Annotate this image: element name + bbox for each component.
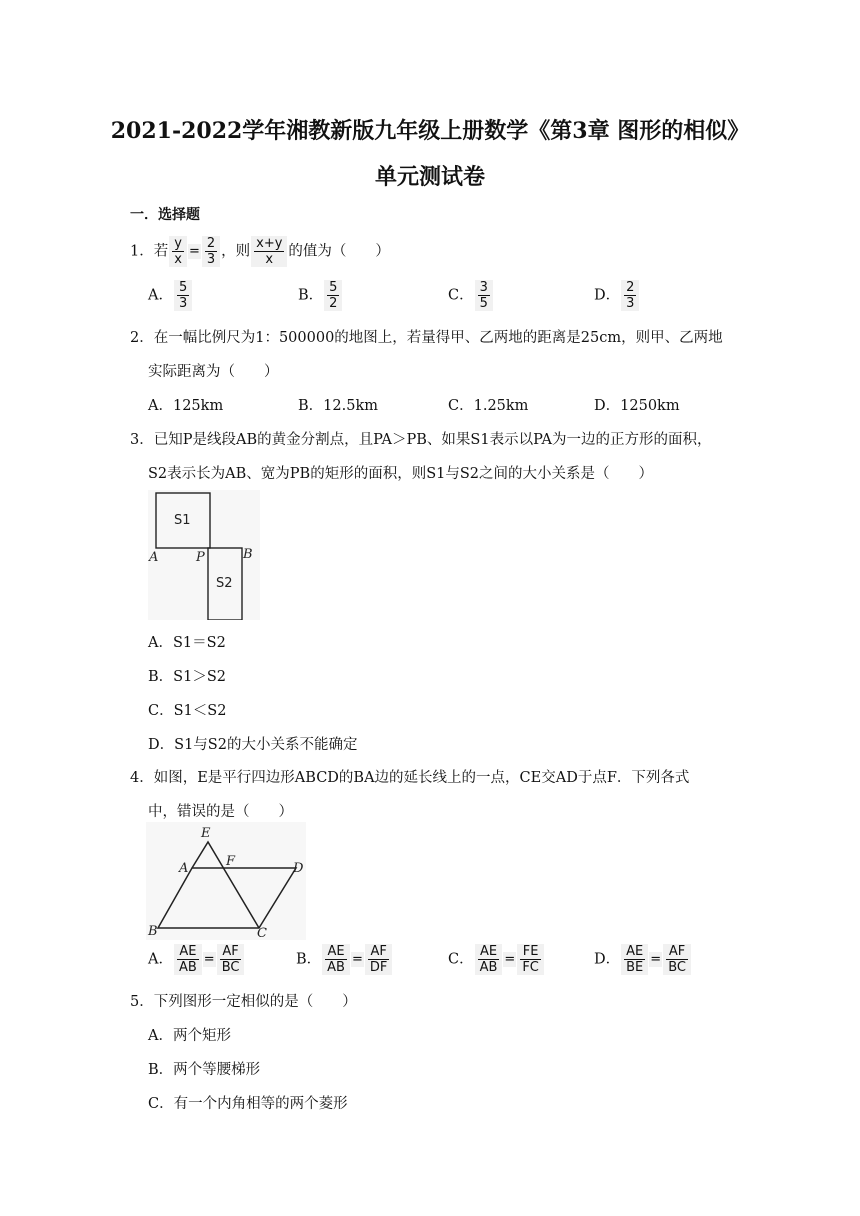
q4-option-b[interactable]: B． $\frac{AE}{AB}$ = $\frac{AF}{DF}$ — [296, 944, 393, 975]
q3-option-c[interactable]: C．S1＜S2 — [148, 703, 227, 719]
q4-option-a[interactable]: A． $\frac{AE}{AB}$ = $\frac{AF}{BC}$ — [148, 944, 245, 975]
svg-text:E: E — [201, 826, 211, 841]
q2-option-d[interactable]: D．1250km — [594, 398, 680, 414]
label-a: A — [149, 550, 159, 565]
fraction-2-over-3: $\frac{2}{3}$ — [202, 236, 220, 267]
q3-option-a[interactable]: A．S1＝S2 — [148, 635, 226, 651]
svg-text:D: D — [293, 861, 304, 876]
q2-option-b[interactable]: B．12.5km — [298, 398, 378, 414]
q2-option-a[interactable]: A．125km — [148, 398, 224, 414]
section-heading: 一．选择题 — [130, 207, 200, 223]
svg-text:F: F — [226, 854, 236, 869]
q5-option-b[interactable]: B．两个等腰梯形 — [148, 1062, 261, 1078]
fraction-xy-over-x: $\frac{x+y}{x}$ — [251, 236, 287, 267]
label-p: P — [196, 550, 205, 565]
q3-option-d[interactable]: D．S1与S2的大小关系不能确定 — [148, 737, 358, 753]
svg-text:C: C — [257, 926, 267, 940]
q1-option-d[interactable]: D． $\frac{2}{3}$ — [594, 280, 640, 311]
q1-option-b[interactable]: B． $\frac{5}{2}$ — [298, 280, 343, 311]
q1-option-a[interactable]: A． $\frac{5}{3}$ — [148, 280, 193, 311]
q3-option-b[interactable]: B．S1＞S2 — [148, 669, 226, 685]
q4-option-d[interactable]: D． $\frac{AE}{BE}$ = $\frac{AF}{BC}$ — [594, 944, 692, 975]
question-4-line-1: 4．如图，E是平行四边形ABCD的BA边的延长线上的一点，CE交AD于点F．下列各式 — [130, 770, 690, 786]
label-s2: S2 — [216, 576, 233, 591]
page-subtitle: 单元测试卷 — [374, 164, 485, 190]
q2-option-c[interactable]: C．1.25km — [448, 398, 529, 414]
q4-option-c[interactable]: C． $\frac{AE}{AB}$ = $\frac{FE}{FC}$ — [448, 944, 545, 975]
q3-figure — [148, 490, 260, 620]
fraction-y-over-x: $\frac{y}{x}$ — [169, 236, 187, 267]
question-5-stem: 5．下列图形一定相似的是（ ） — [130, 994, 357, 1010]
svg-text:B: B — [148, 924, 158, 939]
q4-figure — [146, 822, 306, 940]
question-4-line-2: 中，错误的是（ ） — [148, 804, 293, 820]
q1-option-c[interactable]: C． $\frac{3}{5}$ — [448, 280, 494, 311]
page-title: 2021-2022学年湘教新版九年级上册数学《第3章 图形的相似》 — [110, 118, 750, 144]
question-2-line-2: 实际距离为（ ） — [148, 364, 279, 380]
q5-option-a[interactable]: A．两个矩形 — [148, 1028, 231, 1044]
label-b: B — [243, 547, 253, 562]
svg-text:A: A — [179, 861, 189, 876]
question-3-line-2: S2表示长为AB、宽为PB的矩形的面积，则S1与S2之间的大小关系是（ ） — [148, 466, 654, 482]
label-s1: S1 — [174, 513, 191, 528]
q5-option-c[interactable]: C．有一个内角相等的两个菱形 — [148, 1096, 348, 1112]
question-1-stem: 1．若 $\frac{y}{x}$ = $\frac{2}{3}$ ，则 $\frac{x+y}{x}$ 的值为（ ） — [130, 236, 390, 267]
question-3-line-1: 3．已知P是线段AB的黄金分割点，且PA＞PB、如果S1表示以PA为一边的正方形的面积， — [130, 432, 712, 448]
question-2-line-1: 2．在一幅比例尺为1：500000的地图上，若量得甲、乙两地的距离是25cm，则甲、乙两地 — [130, 330, 723, 346]
